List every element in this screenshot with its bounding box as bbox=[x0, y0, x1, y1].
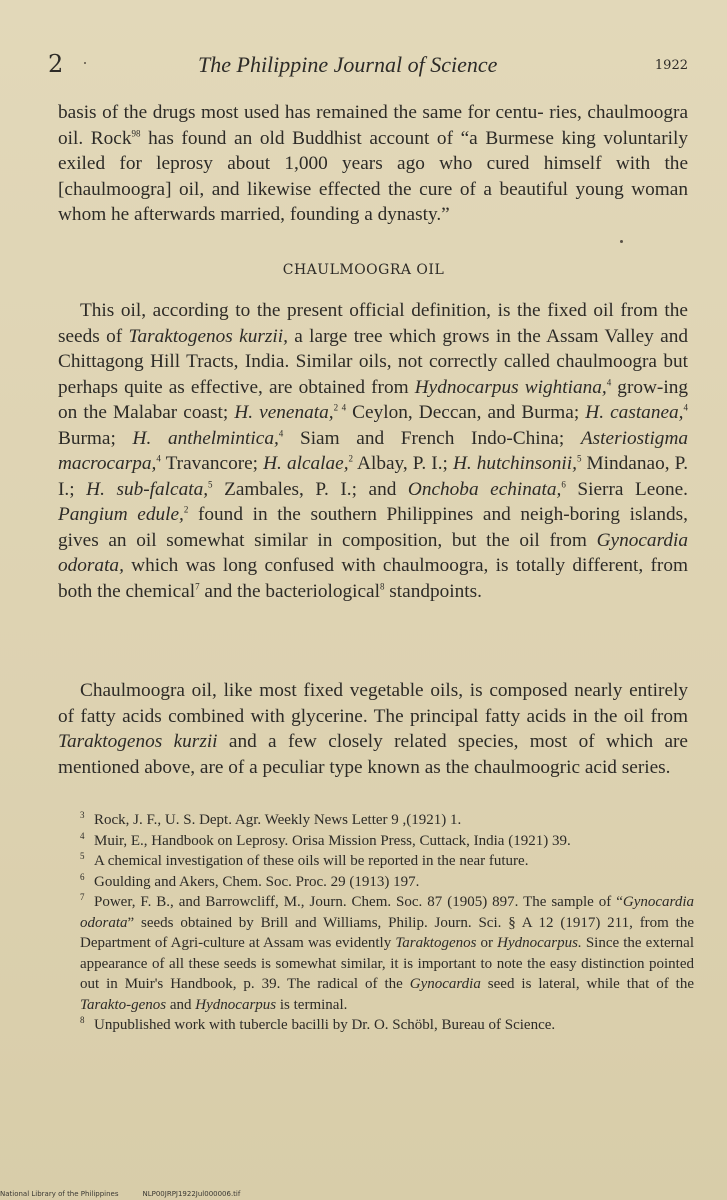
page-number: 2 bbox=[48, 50, 64, 78]
species-name: Pangium edule, bbox=[58, 504, 184, 525]
scan-filename: NLP00JRPJ1922Jul000006.tif bbox=[142, 1190, 241, 1198]
footnote-4: 4 Muir, E., Handbook on Leprosy. Orisa Mission Press, Cuttack, India (1921) 39. bbox=[80, 830, 571, 849]
section-heading: CHAULMOOGRA OIL bbox=[282, 262, 445, 278]
intro-paragraph: basis of the drugs most used has remained the same for centu- ries, chaulmoogra oil. Rock$^{98}$ has found an old Buddhist account of “a Burmese king voluntarily exiled for leprosy about 1,000 years ago who cured himself with the [chaulmoogra] oil, and likewise effected the cure of a beautiful young woman whom he afterwards married, founding a dynasty.” bbox=[58, 102, 689, 225]
footnote-8: 8 Unpublished work with tubercle bacilli by Dr. O. Schöbl, Bureau of Science. bbox=[80, 1015, 556, 1033]
footnotes bbox=[62, 810, 694, 1036]
species-name: H. venenata, bbox=[234, 402, 334, 423]
running-header bbox=[48, 50, 688, 84]
reference-marker: 98 bbox=[131, 128, 141, 139]
species-name: H. hutchinsonii, bbox=[452, 453, 577, 474]
paragraph-fatty-acids: Chaulmoogra oil, like most fixed vegetable oils, is composed nearly entirely of fatty acids combined with glycerine. The principal fatty acids in the oil from Taraktogenos kurzii and a few closely related species, most of which are mentioned above, are of a peculiar type known as the chaulmoogric acid series. bbox=[58, 680, 688, 778]
footnote-6: 6 Goulding and Akers, Chem. Soc. Proc. 29 (1913) 197. bbox=[80, 871, 420, 890]
footnote-3: 3 Rock, J. F., U. S. Dept. Agr. Weekly News Letter 9 ,(1921) 1. bbox=[80, 810, 462, 828]
footnote-5: 5 A chemical investigation of these oils will be reported in the near future. bbox=[80, 851, 529, 869]
species-name: H. anthelmintica, bbox=[132, 427, 279, 449]
print-speck bbox=[620, 240, 623, 243]
species-name: H. castanea, bbox=[585, 402, 684, 423]
species-name: H. sub-falcata, bbox=[86, 478, 209, 500]
scan-footer bbox=[0, 1190, 240, 1198]
print-speck bbox=[84, 62, 86, 64]
journal-title: The Philippine Journal of Science bbox=[198, 52, 498, 77]
species-name: Hydnocarpus wightiana, bbox=[414, 376, 607, 398]
species-name: Onchoba echinata, bbox=[407, 478, 562, 500]
footnote-7: 7 Power, F. B., and Barrowcliff, M., Journ. Chem. Soc. 87 (1905) 897. The sample of “Gynocardia odorata” seeds obtained by Brill and Williams, Philip. Journ. Sci. § A 12 (1917) 211, from the Department of Agri-culture at Assam was evidently Taraktogenos or Hydnocarpus. Since the external appearance of all these seeds is somewhat similar, it is important to note the easy distinction pointed out in Muir's Handbook, p. 39. The radical of the Gynocardia seed is lateral, while that of the Tarakto-genos and Hydnocarpus is terminal. bbox=[80, 892, 694, 1013]
species-name: Taraktogenos kurzii bbox=[58, 731, 218, 752]
species-name: H. alcalae, bbox=[263, 453, 349, 474]
library-credit: National Library of the Philippines bbox=[0, 1190, 119, 1198]
paragraph-definition: This oil, according to the present official definition, is the fixed oil from the seeds of Taraktogenos kurzii, a large tree which grows in the Assam Valley and Chittagong Hill Tracts, India. Similar oils, not correctly called chaulmoogra but perhaps quite as effective, are obtained from Hydnocarpus wightiana,$^4$ grow-ing on the Malabar coast; H. venenata,$^{2 4}$ Ceylon, Deccan, and Burma; H. castanea,$^4$ Burma; H. anthelmintica,$^4$ Siam and French Indo-China; Asteriostigma macrocarpa,$^4$ Travancore; H. alcalae,$^2$ Albay, P. I.; H. hutchinsonii,$^5$ Mindanao, P. I.; H. sub-falcata,$^5$ Zambales, P. I.; and Onchoba echinata,$^6$ Sierra Leone. Pangium edule,$^2$ found in the southern Philippines and neigh-boring islands, gives an oil somewhat similar in composition, but the oil from Gynocardia odorata, which was long confused with chaulmoogra, is totally different, from both the chemical$^7$ and the bacteriological$^8$ standpoints. bbox=[58, 300, 689, 602]
species-name: Gynocardia odorata, bbox=[58, 529, 688, 576]
publication-year: 1922 bbox=[654, 58, 688, 73]
species-name: Asteriostigma macrocarpa, bbox=[58, 427, 689, 474]
species-name: Taraktogenos kurzii, bbox=[128, 325, 288, 347]
